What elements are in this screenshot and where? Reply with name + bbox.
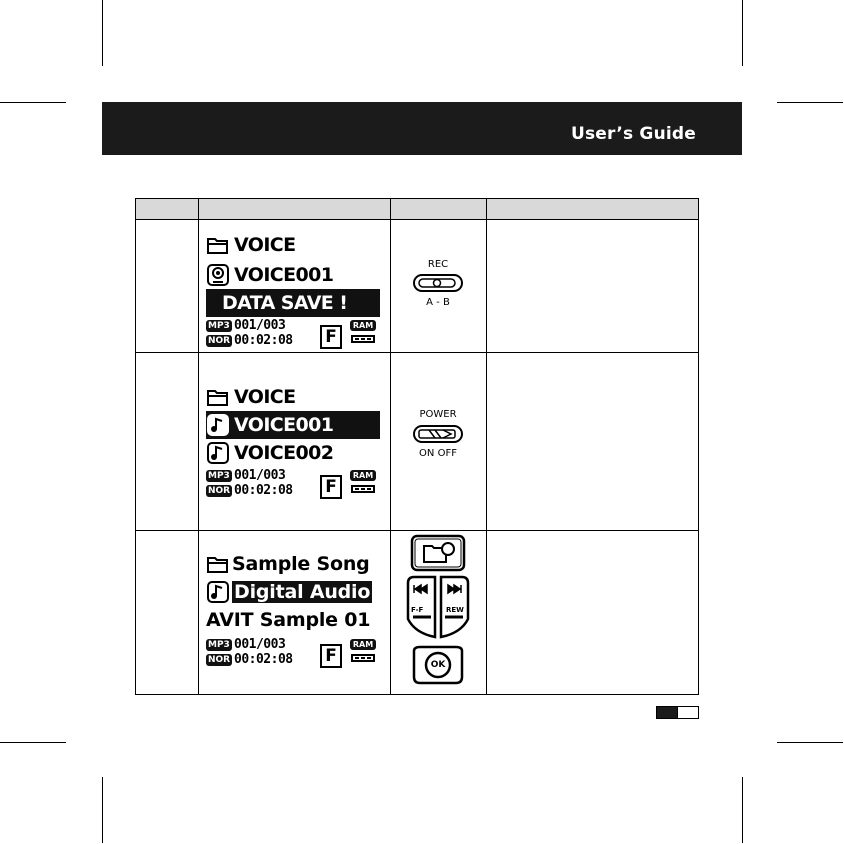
- mode-badge: NOR: [208, 336, 231, 346]
- ram-badge: RAM: [350, 470, 376, 481]
- elapsed-time: 00:02:08: [234, 333, 293, 348]
- ok-label: OK: [430, 660, 446, 670]
- format-badge: MP3: [208, 471, 230, 481]
- page-header: [102, 102, 742, 155]
- elapsed-time: 00:02:08: [234, 483, 293, 498]
- folder-name: VOICE: [234, 234, 296, 256]
- f-indicator: F: [320, 325, 342, 349]
- folder-name: VOICE: [234, 386, 296, 408]
- track-title: AVIT Sample 01: [206, 609, 371, 631]
- battery-icon: [351, 485, 375, 493]
- battery-icon: [351, 654, 375, 662]
- page-title: User’s Guide: [570, 124, 696, 144]
- folder-icon: [206, 235, 230, 255]
- f-indicator: F: [320, 644, 342, 668]
- ram-badge: RAM: [350, 320, 376, 331]
- function-table: [135, 198, 699, 695]
- fast-forward-label: F-F: [411, 606, 424, 614]
- keypad-illustration: [390, 531, 486, 694]
- crop-mark: [777, 742, 843, 743]
- rec-switch-illustration: [390, 219, 486, 352]
- battery-icon: [351, 335, 375, 343]
- file-name: VOICE002: [234, 442, 334, 464]
- track-counter: 001/003: [234, 468, 286, 483]
- mode-badge: NOR: [208, 486, 231, 496]
- elapsed-time: 00:02:08: [234, 652, 293, 667]
- lcd-screen: [206, 548, 382, 670]
- ram-badge: RAM: [350, 639, 376, 650]
- crop-mark: [102, 777, 103, 843]
- format-badge: MP3: [208, 640, 230, 650]
- folder-icon: [206, 554, 230, 574]
- page-indicator-filled: [656, 706, 678, 719]
- page-indicator-empty: [677, 706, 699, 719]
- music-note-icon: [206, 441, 230, 465]
- microphone-icon: [206, 263, 230, 287]
- column-divider: [198, 199, 199, 694]
- slide-switch-icon: [413, 274, 463, 292]
- folder-icon: [206, 387, 230, 407]
- table-header-row: [136, 199, 698, 220]
- rec-label: REC: [427, 259, 449, 270]
- rewind-label: REW: [446, 606, 464, 614]
- lcd-screen: [206, 229, 382, 351]
- mode-badge: NOR: [208, 655, 231, 665]
- file-name-selected: Digital Audio: [234, 581, 371, 603]
- crop-mark: [742, 0, 743, 66]
- format-badge: MP3: [208, 321, 230, 331]
- file-name: VOICE001: [234, 264, 334, 286]
- track-counter: 001/003: [234, 637, 286, 652]
- power-switch-illustration: [390, 353, 486, 530]
- power-label: POWER: [419, 409, 457, 420]
- crop-mark: [102, 0, 103, 66]
- column-divider: [486, 199, 487, 694]
- lcd-screen: [206, 379, 382, 501]
- crop-mark: [777, 102, 843, 103]
- status-message: DATA SAVE !: [222, 292, 348, 314]
- f-indicator: F: [320, 475, 342, 499]
- a-b-label: A - B: [426, 297, 450, 308]
- crop-mark: [742, 777, 743, 843]
- power-slide-switch-icon: [413, 425, 463, 443]
- folder-search-button-icon: [410, 534, 466, 572]
- folder-name: Sample Song: [232, 553, 370, 575]
- music-note-icon: [206, 413, 230, 437]
- crop-mark: [0, 742, 66, 743]
- music-note-icon: [206, 580, 230, 604]
- crop-mark: [0, 102, 66, 103]
- on-off-label: ON OFF: [419, 448, 457, 459]
- track-counter: 001/003: [234, 318, 286, 333]
- file-name-selected: VOICE001: [234, 414, 334, 436]
